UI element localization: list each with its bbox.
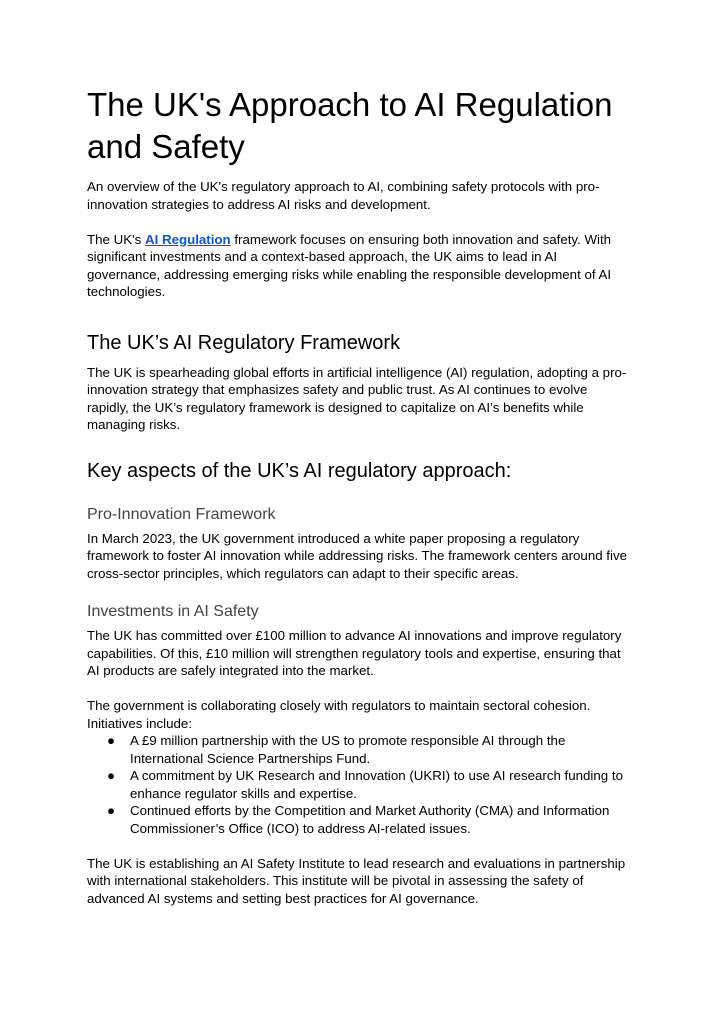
document-subtitle: An overview of the UK's regulatory approach to AI, combining safety protocols with pro-innovation strategies to address AI risks and development. (87, 179, 600, 212)
list-item: ● A commitment by UK Research and Innovation (UKRI) to use AI research funding to enhance regulator skills and expertise. (107, 768, 623, 801)
ai-regulation-link[interactable]: AI Regulation (144, 231, 231, 247)
bullet-icon: ● (107, 733, 116, 748)
collaboration-paragraph: The government is collaborating closely with regulators to maintain sectoral cohesion. Initiatives include: (87, 698, 591, 731)
initiatives-list (87, 732, 630, 837)
document-title: The UK's Approach to AI Regulation and Safety (87, 86, 613, 165)
list-item: ● Continued efforts by the Competition and Market Authority (CMA) and Information Commissioner’s Office (ICO) to address AI-related issues. (107, 803, 610, 836)
bullet-icon: ● (107, 803, 116, 818)
intro-after: framework focuses on ensuring both innovation and safety. With significant investments and a context-based approach, the UK aims to lead in AI governance, addressing emerging risks while enabling the responsible development of AI technologies. (87, 231, 612, 299)
list-item: ● A £9 million partnership with the US to promote responsible AI through the International Science Partnerships Fund. (107, 733, 566, 766)
section-heading-key-aspects: Key aspects of the UK’s AI regulatory approach: (87, 459, 512, 482)
section-heading-framework: The UK’s AI Regulatory Framework (87, 331, 401, 354)
pro-innovation-paragraph: In March 2023, the UK government introduced a white paper proposing a regulatory framework to foster AI innovation while addressing risks. The framework centers around five cross-sector principles, which regulators can adapt to their specific areas. (87, 530, 627, 581)
subheading-pro-innovation: Pro-Innovation Framework (87, 505, 276, 523)
framework-paragraph: The UK is spearheading global efforts in artificial intelligence (AI) regulation, adopting a pro-innovation strategy that emphasizes safety and public trust. As AI continues to evolve rapidly, the UK’s regulatory framework is designed to capitalize on AI’s benefits while managing risks. (87, 364, 627, 432)
bullet-icon: ● (107, 768, 116, 783)
investments-paragraph: The UK has committed over £100 million to advance AI innovations and improve regulatory capabilities. Of this, £10 million will strengthen regulatory tools and expertise, ensuring that AI products are safely integrated into the market. (87, 628, 622, 678)
subheading-investments: Investments in AI Safety (87, 603, 259, 620)
intro-paragraph (87, 231, 630, 301)
safety-institute-paragraph: The UK is establishing an AI Safety Institute to lead research and evaluations in partnership with international stakeholders. This institute will be pivotal in assessing the safety of advanced AI systems and setting best practices for AI governance. (87, 855, 626, 906)
intro-before: The UK's (87, 231, 145, 247)
